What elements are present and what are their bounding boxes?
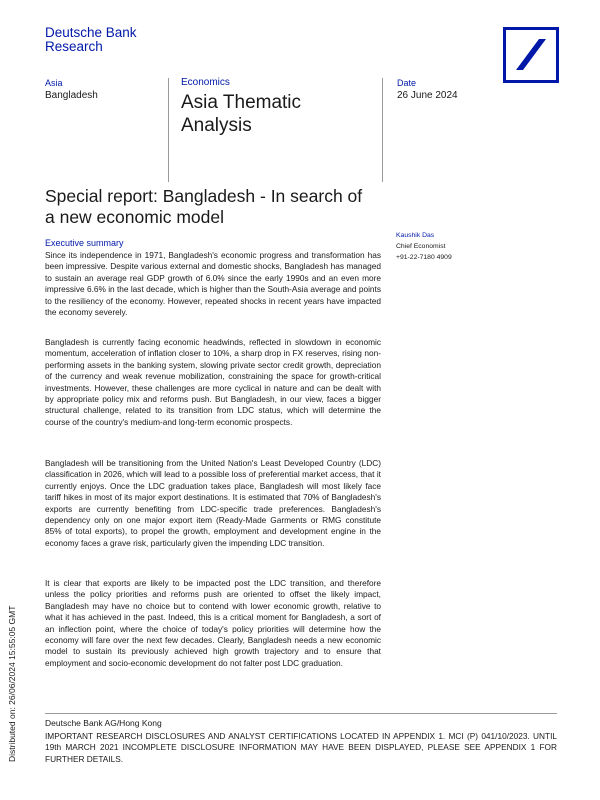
publication-title: Asia Thematic Analysis	[181, 92, 302, 136]
region-value: Bangladesh	[45, 90, 98, 101]
footer-entity: Deutsche Bank AG/Hong Kong	[45, 718, 162, 728]
region-label: Asia	[45, 78, 63, 88]
distribution-stamp: Distributed on: 26/06/2024 15:55:05 GMT	[7, 605, 17, 762]
executive-summary-heading: Executive summary	[45, 238, 124, 248]
disclosure-text: IMPORTANT RESEARCH DISCLOSURES AND ANALYST CERTIFICATIONS LOCATED IN APPENDIX 1. MCI (P) 041/10/2023. UNTIL 19th MARCH 2021 INCOMPLETE DISCLOSURE INFORMATION MAY HAVE BEEN DISPLAYED, PLEASE SEE APPENDIX 1 FOR FURTHER DETAILS.	[45, 731, 557, 764]
date-label: Date	[397, 78, 417, 88]
brand-line-1: Deutsche Bank	[45, 25, 137, 40]
summary-paragraph: Bangladesh will be transitioning from the United Nation's Least Developed Country (LDC) classification in 2026, which will lead to a possible loss of preferential market access, that it currently enjoys. Once the LDC graduation takes place, Bangladesh will most likely face tariff hikes in most of its major export destinations. It is estimated that 70% of Bangladesh's exports are currently benefiting from LDC-specific trade preferences. Bangladesh's dependency only on one major export item (Ready-Made Garments or RMG constitute 85% of total exports), to propel the growth, employment and development engine in the economy faces a grave risk, particularly given the impending LDC transition.	[45, 458, 381, 548]
analyst-title: Chief Economist	[396, 243, 446, 250]
brand-line-2: Research	[45, 39, 103, 54]
analyst-name[interactable]: Kaushik Das	[396, 232, 435, 239]
column-divider	[382, 78, 383, 182]
deutsche-bank-logo-icon	[503, 27, 559, 83]
summary-paragraph: Since its independence in 1971, Bangladesh's economic progress and transformation has been impressive. Despite various external and domestic shocks, Bangladesh has managed to sustain an average real GDP growth of 6.0% since the early 1990s and an even more impressive 6.6% in the last decade, which is higher than the South-Asia average and points to the resiliency of the economy. However, repeated shocks in recent years have impacted the economy severely.	[45, 250, 381, 318]
summary-paragraph: Bangladesh is currently facing economic headwinds, reflected in slowdown in economic momentum, acceleration of inflation closer to 10%, a sharp drop in FX reserves, rising non-performing assets in the banking system, slowing private sector credit growth, depreciation of the currency and weak revenue mobilization, constraining the space for growth-critical investments. However, these challenges are more cyclical in nature and can be dealt with by appropriate policy mix and reforms push. But Bangladesh, in our view, faces a bigger structural challenge, related to its transition from LDC status, which will determine the course of the country's medium-and long-term economic prospects.	[45, 337, 381, 427]
footer-divider	[45, 713, 557, 714]
brand-name	[45, 26, 137, 54]
logo-slash-icon	[506, 30, 556, 80]
date-value: 26 June 2024	[397, 90, 458, 101]
analyst-phone: +91-22-7180 4909	[396, 254, 452, 261]
column-divider	[168, 78, 169, 182]
summary-paragraph: It is clear that exports are likely to be impacted post the LDC transition, and therefore unless the policy priorities and reforms push are oriented to offset the likely impact, Bangladesh may have no choice but to contend with lower economic growth, relative to what it has achieved in the past. Indeed, this is a critical moment for Bangladesh, a sort of an inflection point, where the choice of today's policy priorities will determine how the economy will fare over the next few decades. Clearly, Bangladesh needs a new economic model to sustain its previously achieved high growth trajectory and to ensure that employment and socio-economic development do not falter post LDC graduation.	[45, 578, 381, 668]
section-label: Economics	[181, 77, 230, 88]
report-title: Special report: Bangladesh - In search of a new economic model	[45, 186, 363, 227]
